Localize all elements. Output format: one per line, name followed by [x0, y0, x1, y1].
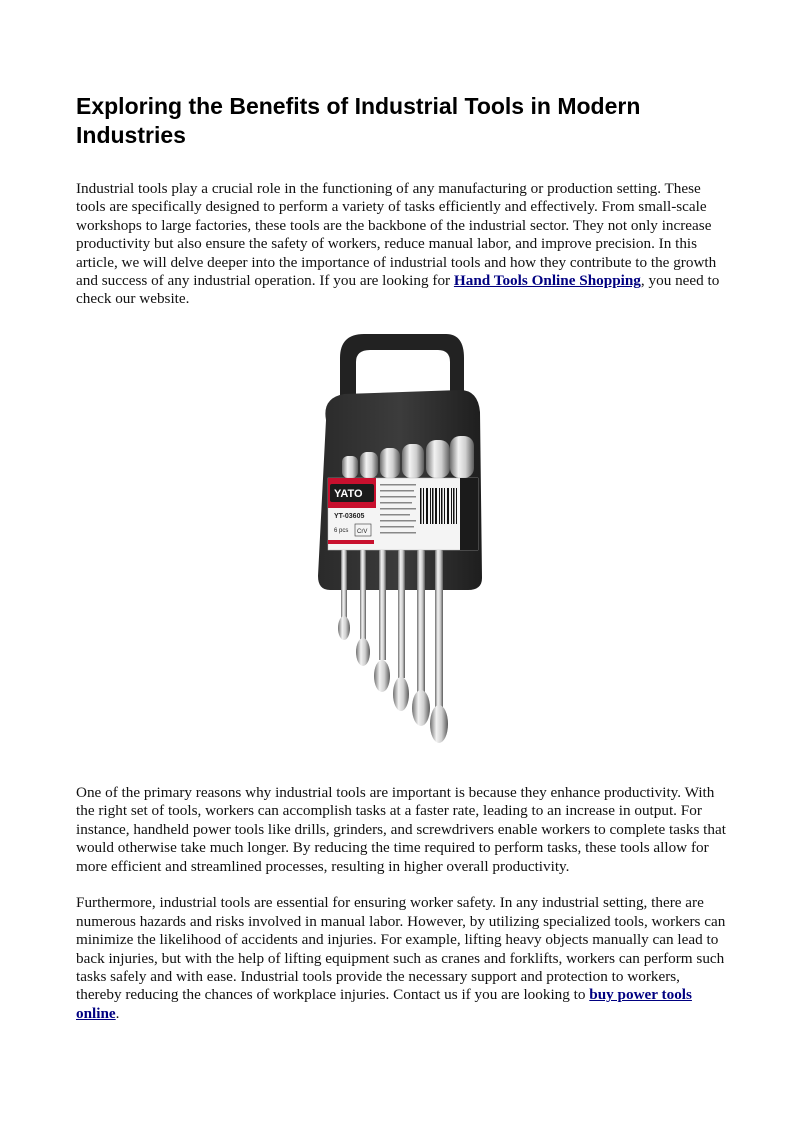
wrench-set-image [300, 328, 490, 746]
power-tools-link[interactable]: buy power tools online [76, 986, 692, 1022]
intro-paragraph [76, 180, 720, 309]
safety-tail: . [115, 1004, 120, 1022]
product-label [328, 478, 478, 550]
pcs-text: 6 pcs [334, 528, 349, 534]
article-title: Exploring the Benefits of Industrial Tools in Modern Industries [76, 93, 641, 148]
safety-text: Furthermore, industrial tools are essential for ensuring worker safety. In any industrial setting, there are numerous hazards and risks involved in manual labor. However, by utilizing specialized tools, workers can minimize the likelihood of accidents and injuries. For example, lifting heavy objects manually can lead to back injuries, but with the help of lifting equipment such as cranes and forklifts, workers can perform such tasks safely and with ease. Industrial tools provide the necessary support and protection to workers, thereby reducing the chances of workplace injuries. Contact us if you are looking to [76, 894, 726, 1004]
model-text: YT-03605 [334, 513, 365, 520]
intro-tail: , you need to check our website. [76, 272, 720, 308]
productivity-paragraph: One of the primary reasons why industrial tools are important is because they enhance productivity. With the right set of tools, workers can accomplish tasks at a faster rate, leading to an increase in output. For instance, handheld power tools like drills, grinders, and screwdrivers enable workers to complete tasks that would otherwise take much longer. By reducing the time required to perform tasks, these tools allow for more efficient and streamlined processes, resulting in higher overall productivity. [76, 784, 726, 875]
material-text: CrV [357, 529, 368, 535]
article-body [76, 784, 726, 1023]
article [76, 92, 720, 309]
brand-logo-text: YATO [334, 488, 363, 500]
intro-text: Industrial tools play a crucial role in the functioning of any manufacturing or production setting. These tools are specifically designed to perform a variety of tasks efficiently and effectively. From small-scale workshops to large factories, these tools are the backbone of the industrial sector. They not only increase productivity but also ensure the safety of workers, reduce manual labor, and improve precision. In this article, we will delve deeper into the importance of industrial tools and how they contribute to the growth and success of any industrial operation. If you are looking for [76, 180, 717, 290]
wrench-set-illustration [300, 328, 490, 746]
safety-paragraph [76, 894, 726, 1023]
hand-tools-link[interactable]: Hand Tools Online Shopping [453, 272, 641, 290]
